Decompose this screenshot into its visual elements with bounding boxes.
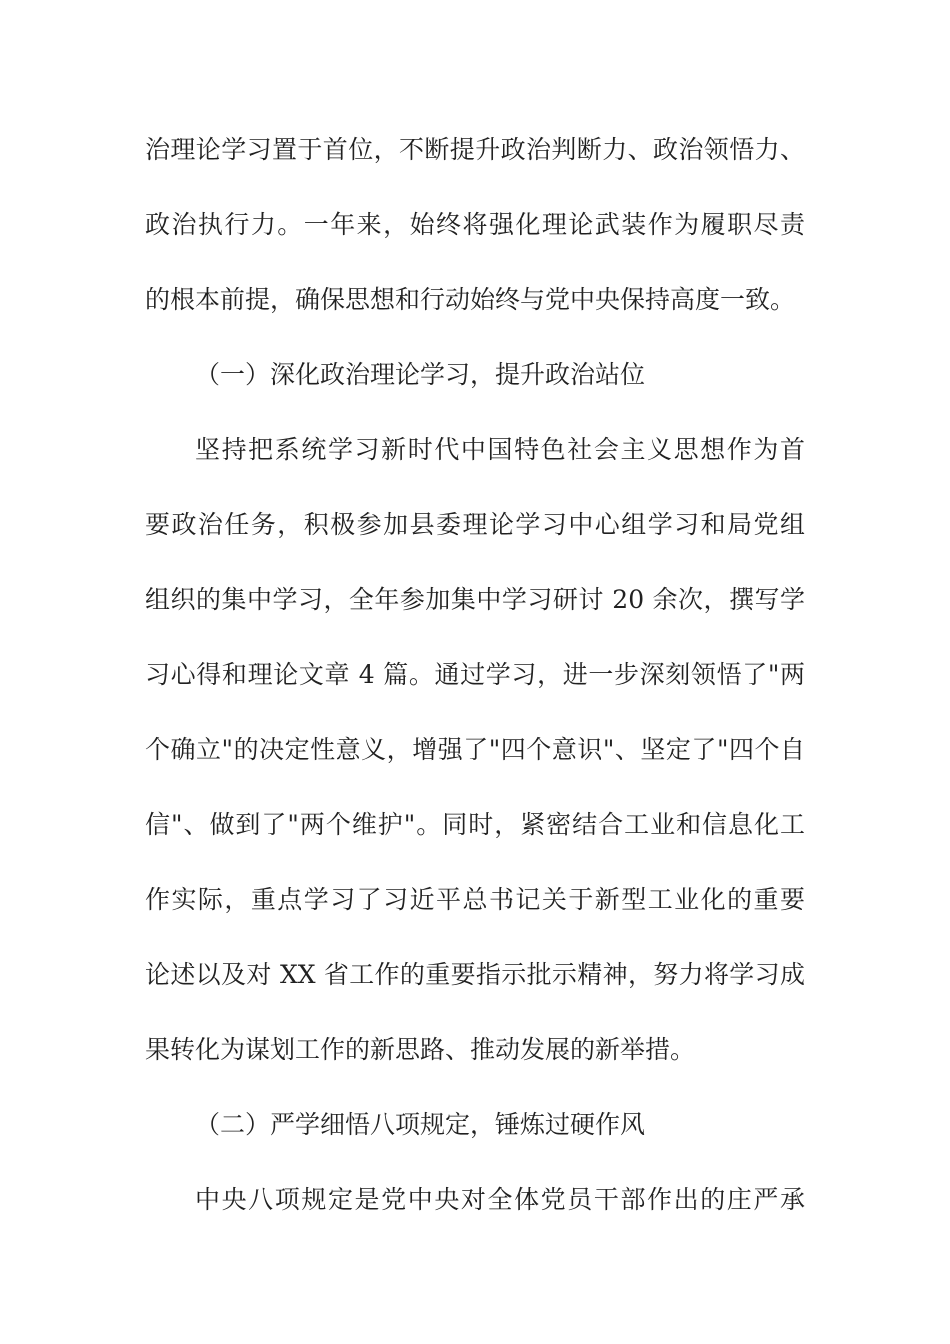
body-text-line: 作实际，重点学习了习近平总书记关于新型工业化的重要 [145,885,805,914]
body-text-line: 果转化为谋划工作的新思路、推动发展的新举措。 [145,1035,696,1064]
body-text-line: 的根本前提，确保思想和行动始终与党中央保持高度一致。 [145,285,796,314]
body-text-line: 习心得和理论文章 4 篇。通过学习，进一步深刻领悟了"两 [145,660,805,689]
section-heading: （一）深化政治理论学习，提升政治站位 [195,360,646,389]
body-text-line: 中央八项规定是党中央对全体党员干部作出的庄严承 [195,1185,805,1214]
body-text-line: 治理论学习置于首位，不断提升政治判断力、政治领悟力、 [145,135,805,164]
body-text-line: 坚持把系统学习新时代中国特色社会主义思想作为首 [195,435,805,464]
body-text-line: 要政治任务，积极参加县委理论学习中心组学习和局党组 [145,510,805,539]
body-text-line: 论述以及对 XX 省工作的重要指示批示精神，努力将学习成 [145,960,805,989]
body-text-line: 个确立"的决定性意义，增强了"四个意识"、坚定了"四个自 [145,735,805,764]
section-heading: （二）严学细悟八项规定，锤炼过硬作风 [195,1110,646,1139]
document-content [145,112,805,1237]
body-text-line: 组织的集中学习，全年参加集中学习研讨 20 余次，撰写学 [145,585,805,614]
body-text-line: 信"、做到了"两个维护"。同时，紧密结合工业和信息化工 [145,810,805,839]
body-text-line: 政治执行力。一年来，始终将强化理论武装作为履职尽责 [145,210,805,239]
